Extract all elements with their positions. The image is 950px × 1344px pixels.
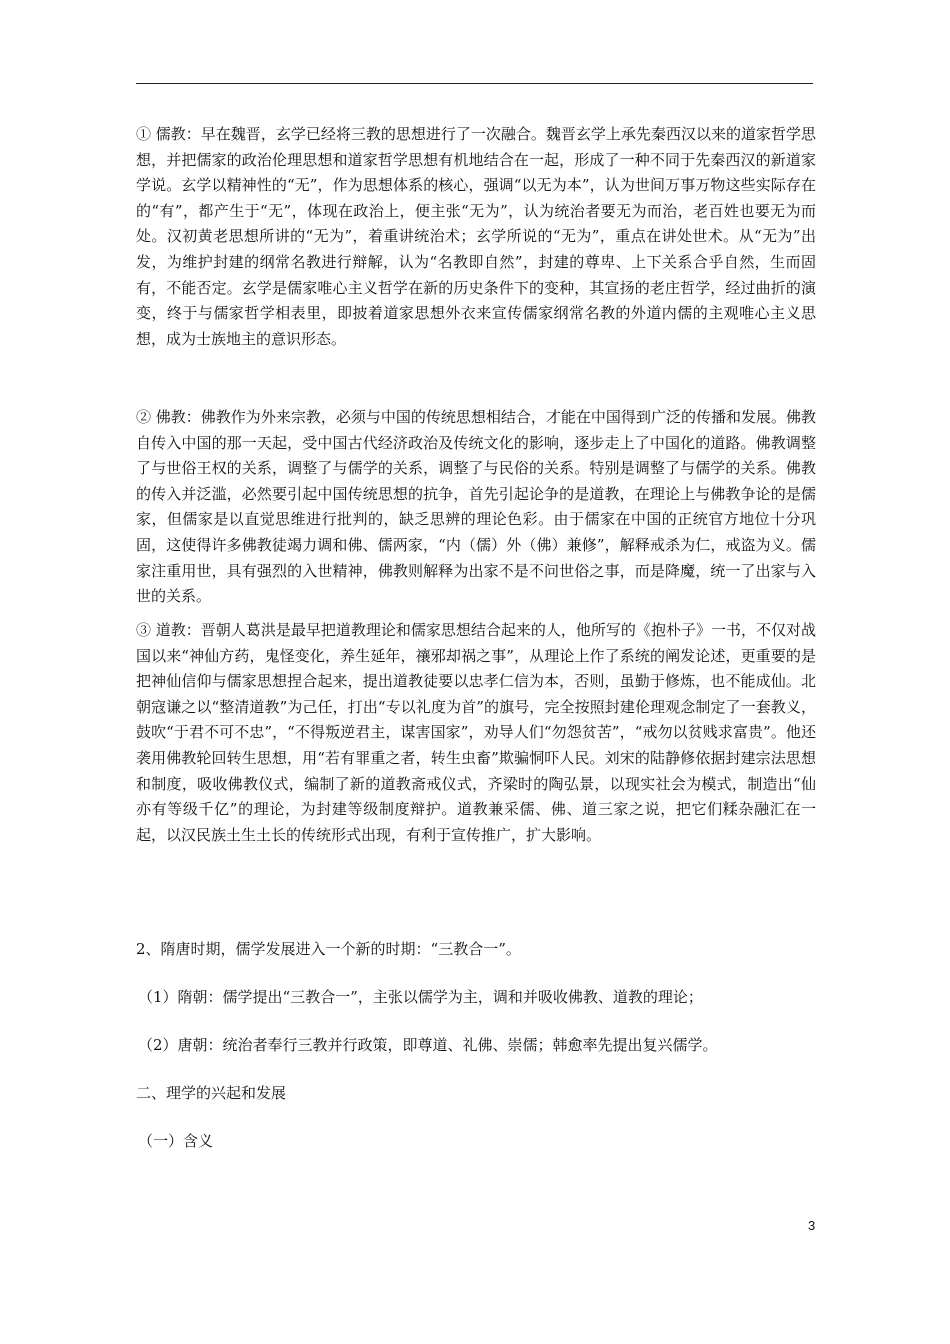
subheading-meaning: （一）含义 <box>138 1132 214 1150</box>
section-sui-tang: 2、隋唐时期，儒学发展进入一个新的时期：“三教合一”。 <box>136 940 521 958</box>
header-rule <box>136 83 813 84</box>
page-number: 3 <box>808 1218 816 1233</box>
paragraph-buddhism: ② 佛教：佛教作为外来宗教，必须与中国的传统思想相结合，才能在中国得到广泛的传播和发展。佛教自传入中国的那一天起，受中国古代经济政治及传统文化的影响，逐步走上了中国化的道路。佛教调整了与世俗王权的关系，调整了与儒学的关系，调整了与民俗的关系。特别是调整了与儒学的关系。佛教的传入并泛滥，必然要引起中国传统思想的抗争，首先引起论争的是道教，在理论上与佛教争论的是儒家，但儒家是以直觉思维进行批判的，缺乏思辨的理论色彩。由于儒家在中国的正统官方地位十分巩固，这使得许多佛教徒竭力调和佛、儒两家，“内（儒）外（佛）兼修”，解释戒杀为仁，戒盗为义。儒家注重用世，具有强烈的入世精神，佛教则解释为出家不是不问世俗之事，而是降魔，统一了出家与入世的关系。 <box>136 408 816 606</box>
item-sui-dynasty: （1）隋朝：儒学提出“三教合一”，主张以儒学为主，调和并吸收佛教、道教的理论； <box>138 988 703 1006</box>
heading-neo-confucianism: 二、理学的兴起和发展 <box>136 1084 287 1102</box>
paragraph-taoism: ③ 道教：晋朝人葛洪是最早把道教理论和儒家思想结合起来的人，他所写的《抱朴子》一书，不仅对战国以来“神仙方药，鬼怪变化，养生延年，禳邪却祸之事”，从理论上作了系统的阐发论述，更重要的是把神仙信仰与儒家思想捏合起来，提出道教徒要以忠孝仁信为本，否则，虽勤于修炼，也不能成仙。北朝寇谦之以“整清道教”为己任，打出“专以礼度为首”的旗号，完全按照封建伦理观念制定了一套教义，鼓吹“于君不可不忠”，“不得叛逆君主，谋害国家”，劝导人们“勿怨贫苦”，“戒勿以贫贱求富贵”。他还袭用佛教轮回转生思想，用“若有罪重之者，转生虫畜”欺骗恫吓人民。刘宋的陆静修依据封建宗法思想和制度，吸收佛教仪式，编制了新的道教斋戒仪式，齐梁时的陶弘景，以现实社会为模式，制造出“仙亦有等级千亿”的理论，为封建等级制度辩护。道教兼采儒、佛、道三家之说，把它们糅杂融汇在一起，以汉民族土生土长的传统形式出现，有利于宣传推广，扩大影响。 <box>136 621 816 844</box>
paragraph-confucianism: ① 儒教：早在魏晋，玄学已经将三教的思想进行了一次融合。魏晋玄学上承先秦西汉以来的道家哲学思想，并把儒家的政治伦理思想和道家哲学思想有机地结合在一起，形成了一种不同于先秦西汉的新道家学说。玄学以精神性的“无”，作为思想体系的核心，强调“以无为本”，认为世间万事万物这些实际存在的“有”，都产生于“无”，体现在政治上，便主张“无为”，认为统治者要无为而治，老百姓也要无为而处。汉初黄老思想所讲的“无为”，着重讲统治术；玄学所说的“无为”，重点在讲处世术。从“无为”出发，为维护封建的纲常名教进行辩解，认为“名教即自然”，封建的尊卑、上下关系合乎自然，生而固有，不能否定。玄学是儒家唯心主义哲学在新的历史条件下的变种，其宣扬的老庄哲学，经过曲折的演变，终于与儒家哲学相表里，即披着道家思想外衣来宣传儒家纲常名教的外道内儒的主观唯心主义思想，成为士族地主的意识形态。 <box>136 125 816 348</box>
item-tang-dynasty: （2）唐朝：统治者奉行三教并行政策，即尊道、礼佛、崇儒；韩愈率先提出复兴儒学。 <box>138 1036 718 1054</box>
